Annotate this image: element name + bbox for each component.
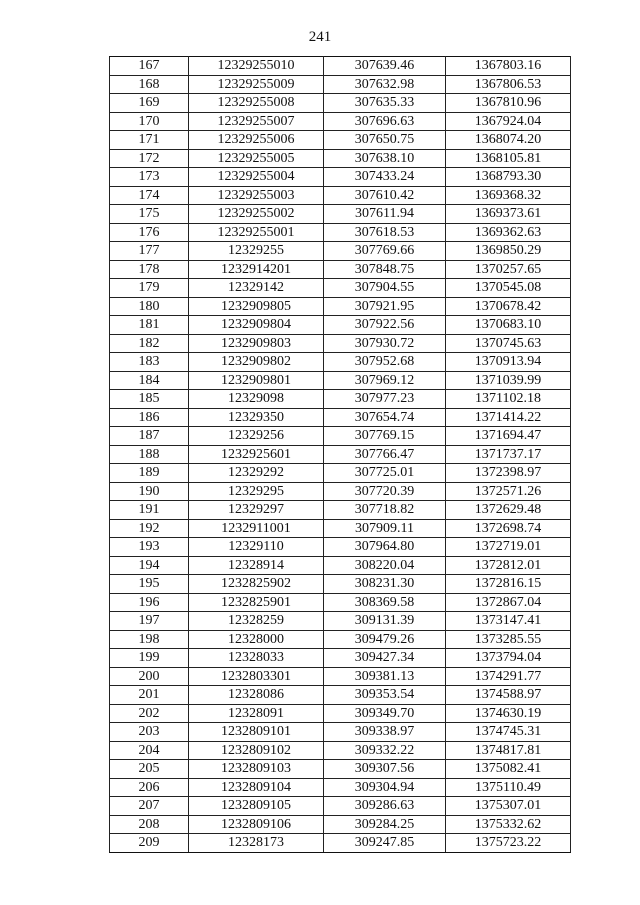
x-coordinate-cell: 307632.98 bbox=[324, 75, 446, 94]
row-number-cell: 173 bbox=[110, 168, 189, 187]
row-number-cell: 174 bbox=[110, 186, 189, 205]
row-number-cell: 203 bbox=[110, 723, 189, 742]
row-number-cell: 208 bbox=[110, 815, 189, 834]
y-coordinate-cell: 1374745.31 bbox=[446, 723, 571, 742]
point-id-cell: 1232825901 bbox=[189, 593, 324, 612]
row-number-cell: 176 bbox=[110, 223, 189, 242]
table-row bbox=[110, 723, 571, 742]
x-coordinate-cell: 307848.75 bbox=[324, 260, 446, 279]
y-coordinate-cell: 1370745.63 bbox=[446, 334, 571, 353]
y-coordinate-cell: 1370678.42 bbox=[446, 297, 571, 316]
y-coordinate-cell: 1369368.32 bbox=[446, 186, 571, 205]
x-coordinate-cell: 307718.82 bbox=[324, 501, 446, 520]
y-coordinate-cell: 1375332.62 bbox=[446, 815, 571, 834]
row-number-cell: 205 bbox=[110, 760, 189, 779]
x-coordinate-cell: 309131.39 bbox=[324, 612, 446, 631]
x-coordinate-cell: 308369.58 bbox=[324, 593, 446, 612]
x-coordinate-cell: 307921.95 bbox=[324, 297, 446, 316]
y-coordinate-cell: 1372398.97 bbox=[446, 464, 571, 483]
point-id-cell: 12329255001 bbox=[189, 223, 324, 242]
y-coordinate-cell: 1373285.55 bbox=[446, 630, 571, 649]
row-number-cell: 179 bbox=[110, 279, 189, 298]
point-id-cell: 12329255002 bbox=[189, 205, 324, 224]
row-number-cell: 193 bbox=[110, 538, 189, 557]
table-row bbox=[110, 353, 571, 372]
point-id-cell: 12329295 bbox=[189, 482, 324, 501]
table-row bbox=[110, 223, 571, 242]
table-body bbox=[110, 57, 571, 853]
point-id-cell: 1232825902 bbox=[189, 575, 324, 594]
row-number-cell: 206 bbox=[110, 778, 189, 797]
x-coordinate-cell: 307720.39 bbox=[324, 482, 446, 501]
y-coordinate-cell: 1374630.19 bbox=[446, 704, 571, 723]
y-coordinate-cell: 1369373.61 bbox=[446, 205, 571, 224]
table-row bbox=[110, 94, 571, 113]
x-coordinate-cell: 307964.80 bbox=[324, 538, 446, 557]
table-row bbox=[110, 593, 571, 612]
table-row bbox=[110, 834, 571, 853]
row-number-cell: 180 bbox=[110, 297, 189, 316]
point-id-cell: 1232803301 bbox=[189, 667, 324, 686]
point-id-cell: 1232809106 bbox=[189, 815, 324, 834]
y-coordinate-cell: 1367806.53 bbox=[446, 75, 571, 94]
row-number-cell: 181 bbox=[110, 316, 189, 335]
point-id-cell: 1232809102 bbox=[189, 741, 324, 760]
y-coordinate-cell: 1370257.65 bbox=[446, 260, 571, 279]
table-row bbox=[110, 519, 571, 538]
row-number-cell: 209 bbox=[110, 834, 189, 853]
point-id-cell: 12328173 bbox=[189, 834, 324, 853]
row-number-cell: 182 bbox=[110, 334, 189, 353]
x-coordinate-cell: 309284.25 bbox=[324, 815, 446, 834]
y-coordinate-cell: 1367810.96 bbox=[446, 94, 571, 113]
row-number-cell: 183 bbox=[110, 353, 189, 372]
y-coordinate-cell: 1371414.22 bbox=[446, 408, 571, 427]
table-row bbox=[110, 501, 571, 520]
row-number-cell: 196 bbox=[110, 593, 189, 612]
y-coordinate-cell: 1371039.99 bbox=[446, 371, 571, 390]
x-coordinate-cell: 307766.47 bbox=[324, 445, 446, 464]
row-number-cell: 175 bbox=[110, 205, 189, 224]
x-coordinate-cell: 307696.63 bbox=[324, 112, 446, 131]
y-coordinate-cell: 1373794.04 bbox=[446, 649, 571, 668]
x-coordinate-cell: 307639.46 bbox=[324, 57, 446, 76]
table-row bbox=[110, 205, 571, 224]
y-coordinate-cell: 1371102.18 bbox=[446, 390, 571, 409]
y-coordinate-cell: 1372698.74 bbox=[446, 519, 571, 538]
x-coordinate-cell: 307977.23 bbox=[324, 390, 446, 409]
coordinates-table bbox=[109, 56, 571, 853]
table-row bbox=[110, 316, 571, 335]
y-coordinate-cell: 1368793.30 bbox=[446, 168, 571, 187]
y-coordinate-cell: 1374817.81 bbox=[446, 741, 571, 760]
x-coordinate-cell: 309479.26 bbox=[324, 630, 446, 649]
point-id-cell: 12329142 bbox=[189, 279, 324, 298]
y-coordinate-cell: 1371737.17 bbox=[446, 445, 571, 464]
x-coordinate-cell: 307909.11 bbox=[324, 519, 446, 538]
point-id-cell: 1232809101 bbox=[189, 723, 324, 742]
table-row bbox=[110, 297, 571, 316]
table-row bbox=[110, 75, 571, 94]
y-coordinate-cell: 1372571.26 bbox=[446, 482, 571, 501]
point-id-cell: 12328000 bbox=[189, 630, 324, 649]
table-row bbox=[110, 131, 571, 150]
x-coordinate-cell: 307952.68 bbox=[324, 353, 446, 372]
row-number-cell: 170 bbox=[110, 112, 189, 131]
point-id-cell: 12329098 bbox=[189, 390, 324, 409]
table-row bbox=[110, 371, 571, 390]
y-coordinate-cell: 1372629.48 bbox=[446, 501, 571, 520]
x-coordinate-cell: 309338.97 bbox=[324, 723, 446, 742]
point-id-cell: 1232809103 bbox=[189, 760, 324, 779]
point-id-cell: 12329255004 bbox=[189, 168, 324, 187]
row-number-cell: 167 bbox=[110, 57, 189, 76]
table-row bbox=[110, 168, 571, 187]
point-id-cell: 1232809105 bbox=[189, 797, 324, 816]
y-coordinate-cell: 1368074.20 bbox=[446, 131, 571, 150]
y-coordinate-cell: 1369850.29 bbox=[446, 242, 571, 261]
point-id-cell: 1232909803 bbox=[189, 334, 324, 353]
y-coordinate-cell: 1370683.10 bbox=[446, 316, 571, 335]
point-id-cell: 1232914201 bbox=[189, 260, 324, 279]
row-number-cell: 185 bbox=[110, 390, 189, 409]
point-id-cell: 12329255007 bbox=[189, 112, 324, 131]
x-coordinate-cell: 309427.34 bbox=[324, 649, 446, 668]
x-coordinate-cell: 307725.01 bbox=[324, 464, 446, 483]
row-number-cell: 172 bbox=[110, 149, 189, 168]
point-id-cell: 12329292 bbox=[189, 464, 324, 483]
y-coordinate-cell: 1375307.01 bbox=[446, 797, 571, 816]
table-row bbox=[110, 538, 571, 557]
row-number-cell: 207 bbox=[110, 797, 189, 816]
y-coordinate-cell: 1374291.77 bbox=[446, 667, 571, 686]
table-row bbox=[110, 149, 571, 168]
table-row bbox=[110, 612, 571, 631]
y-coordinate-cell: 1367924.04 bbox=[446, 112, 571, 131]
row-number-cell: 184 bbox=[110, 371, 189, 390]
y-coordinate-cell: 1367803.16 bbox=[446, 57, 571, 76]
table-row bbox=[110, 778, 571, 797]
row-number-cell: 202 bbox=[110, 704, 189, 723]
table-row bbox=[110, 686, 571, 705]
point-id-cell: 12329255005 bbox=[189, 149, 324, 168]
row-number-cell: 194 bbox=[110, 556, 189, 575]
x-coordinate-cell: 309349.70 bbox=[324, 704, 446, 723]
row-number-cell: 189 bbox=[110, 464, 189, 483]
x-coordinate-cell: 308220.04 bbox=[324, 556, 446, 575]
x-coordinate-cell: 309353.54 bbox=[324, 686, 446, 705]
point-id-cell: 12329255008 bbox=[189, 94, 324, 113]
table-row bbox=[110, 57, 571, 76]
row-number-cell: 178 bbox=[110, 260, 189, 279]
table-row bbox=[110, 464, 571, 483]
x-coordinate-cell: 308231.30 bbox=[324, 575, 446, 594]
point-id-cell: 12329255003 bbox=[189, 186, 324, 205]
row-number-cell: 201 bbox=[110, 686, 189, 705]
row-number-cell: 171 bbox=[110, 131, 189, 150]
point-id-cell: 12329255009 bbox=[189, 75, 324, 94]
y-coordinate-cell: 1375110.49 bbox=[446, 778, 571, 797]
point-id-cell: 12329255010 bbox=[189, 57, 324, 76]
x-coordinate-cell: 307930.72 bbox=[324, 334, 446, 353]
row-number-cell: 169 bbox=[110, 94, 189, 113]
x-coordinate-cell: 307433.24 bbox=[324, 168, 446, 187]
row-number-cell: 204 bbox=[110, 741, 189, 760]
row-number-cell: 192 bbox=[110, 519, 189, 538]
point-id-cell: 1232909804 bbox=[189, 316, 324, 335]
y-coordinate-cell: 1372812.01 bbox=[446, 556, 571, 575]
x-coordinate-cell: 307922.56 bbox=[324, 316, 446, 335]
row-number-cell: 199 bbox=[110, 649, 189, 668]
point-id-cell: 12329256 bbox=[189, 427, 324, 446]
row-number-cell: 187 bbox=[110, 427, 189, 446]
x-coordinate-cell: 307904.55 bbox=[324, 279, 446, 298]
point-id-cell: 12328091 bbox=[189, 704, 324, 723]
table-row bbox=[110, 649, 571, 668]
table-row bbox=[110, 242, 571, 261]
x-coordinate-cell: 307635.33 bbox=[324, 94, 446, 113]
x-coordinate-cell: 309286.63 bbox=[324, 797, 446, 816]
y-coordinate-cell: 1372816.15 bbox=[446, 575, 571, 594]
row-number-cell: 168 bbox=[110, 75, 189, 94]
table-row bbox=[110, 390, 571, 409]
x-coordinate-cell: 307610.42 bbox=[324, 186, 446, 205]
point-id-cell: 1232911001 bbox=[189, 519, 324, 538]
table-row bbox=[110, 556, 571, 575]
table-row bbox=[110, 704, 571, 723]
x-coordinate-cell: 307969.12 bbox=[324, 371, 446, 390]
x-coordinate-cell: 309307.56 bbox=[324, 760, 446, 779]
table-row bbox=[110, 797, 571, 816]
y-coordinate-cell: 1374588.97 bbox=[446, 686, 571, 705]
x-coordinate-cell: 307769.66 bbox=[324, 242, 446, 261]
table-row bbox=[110, 575, 571, 594]
table-row bbox=[110, 667, 571, 686]
point-id-cell: 1232909801 bbox=[189, 371, 324, 390]
y-coordinate-cell: 1372867.04 bbox=[446, 593, 571, 612]
table-row bbox=[110, 630, 571, 649]
row-number-cell: 191 bbox=[110, 501, 189, 520]
x-coordinate-cell: 307650.75 bbox=[324, 131, 446, 150]
table-row bbox=[110, 445, 571, 464]
row-number-cell: 198 bbox=[110, 630, 189, 649]
y-coordinate-cell: 1368105.81 bbox=[446, 149, 571, 168]
row-number-cell: 188 bbox=[110, 445, 189, 464]
row-number-cell: 195 bbox=[110, 575, 189, 594]
y-coordinate-cell: 1375723.22 bbox=[446, 834, 571, 853]
point-id-cell: 12329350 bbox=[189, 408, 324, 427]
x-coordinate-cell: 307618.53 bbox=[324, 223, 446, 242]
y-coordinate-cell: 1375082.41 bbox=[446, 760, 571, 779]
row-number-cell: 190 bbox=[110, 482, 189, 501]
y-coordinate-cell: 1372719.01 bbox=[446, 538, 571, 557]
table-row bbox=[110, 260, 571, 279]
point-id-cell: 12328033 bbox=[189, 649, 324, 668]
y-coordinate-cell: 1370545.08 bbox=[446, 279, 571, 298]
point-id-cell: 1232909805 bbox=[189, 297, 324, 316]
y-coordinate-cell: 1369362.63 bbox=[446, 223, 571, 242]
point-id-cell: 12329255 bbox=[189, 242, 324, 261]
table-row bbox=[110, 760, 571, 779]
x-coordinate-cell: 307769.15 bbox=[324, 427, 446, 446]
y-coordinate-cell: 1373147.41 bbox=[446, 612, 571, 631]
y-coordinate-cell: 1371694.47 bbox=[446, 427, 571, 446]
table-row bbox=[110, 741, 571, 760]
row-number-cell: 197 bbox=[110, 612, 189, 631]
table-row bbox=[110, 279, 571, 298]
x-coordinate-cell: 307638.10 bbox=[324, 149, 446, 168]
point-id-cell: 1232809104 bbox=[189, 778, 324, 797]
point-id-cell: 12329297 bbox=[189, 501, 324, 520]
point-id-cell: 12329110 bbox=[189, 538, 324, 557]
point-id-cell: 12328259 bbox=[189, 612, 324, 631]
point-id-cell: 12328086 bbox=[189, 686, 324, 705]
row-number-cell: 177 bbox=[110, 242, 189, 261]
table-row bbox=[110, 186, 571, 205]
point-id-cell: 1232909802 bbox=[189, 353, 324, 372]
table-row bbox=[110, 482, 571, 501]
table-row bbox=[110, 334, 571, 353]
point-id-cell: 12329255006 bbox=[189, 131, 324, 150]
point-id-cell: 1232925601 bbox=[189, 445, 324, 464]
x-coordinate-cell: 309381.13 bbox=[324, 667, 446, 686]
x-coordinate-cell: 307654.74 bbox=[324, 408, 446, 427]
x-coordinate-cell: 309332.22 bbox=[324, 741, 446, 760]
x-coordinate-cell: 309247.85 bbox=[324, 834, 446, 853]
row-number-cell: 186 bbox=[110, 408, 189, 427]
point-id-cell: 12328914 bbox=[189, 556, 324, 575]
x-coordinate-cell: 309304.94 bbox=[324, 778, 446, 797]
x-coordinate-cell: 307611.94 bbox=[324, 205, 446, 224]
table-row bbox=[110, 112, 571, 131]
row-number-cell: 200 bbox=[110, 667, 189, 686]
y-coordinate-cell: 1370913.94 bbox=[446, 353, 571, 372]
page-number: 241 bbox=[308, 29, 332, 45]
table-row bbox=[110, 408, 571, 427]
table-row bbox=[110, 815, 571, 834]
table-row bbox=[110, 427, 571, 446]
